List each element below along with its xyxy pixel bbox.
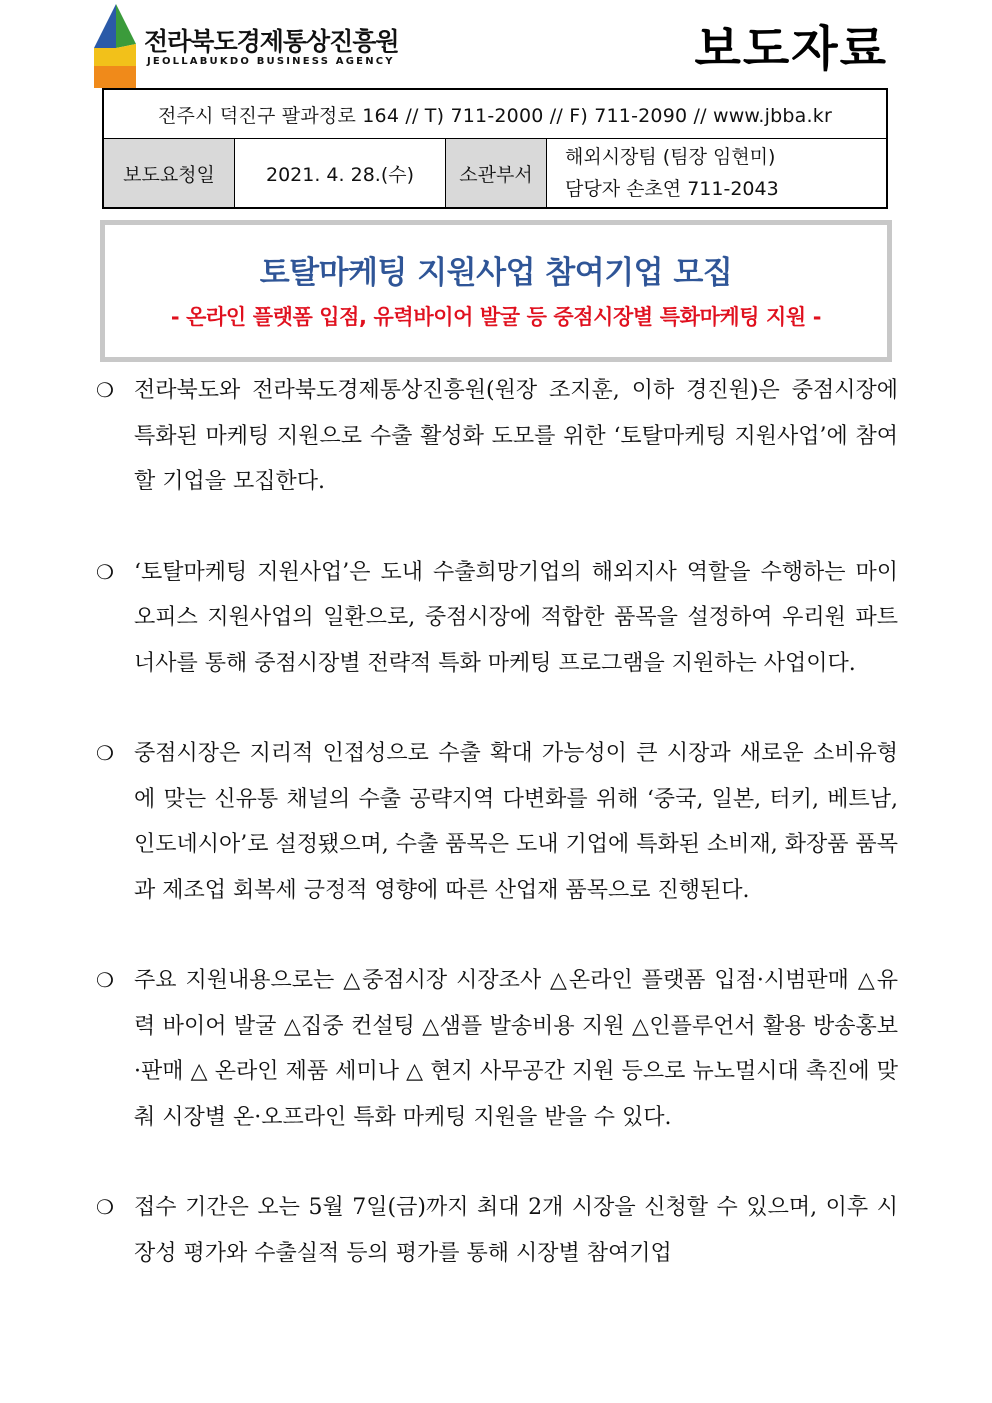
article-body bbox=[96, 368, 898, 1321]
headline-box bbox=[100, 220, 892, 362]
body-paragraph bbox=[96, 958, 898, 1140]
bullet-circle-icon: ❍ bbox=[96, 378, 114, 402]
paragraph-text: 중점시장은 지리적 인접성으로 수출 확대 가능성이 큰 시장과 새로운 소비유형에 맞는 신유통 채널의 수출 공략지역 다변화를 위해 ‘중국, 일본, 터키, 베트남, 인도네시아’로 설정됐으며, 수출 품목은 도내 기업에 특화된 소비재, 화장품 품목과 제조업 회복세 긍정적 영향에 따른 산업재 품목으로 진행된다. bbox=[134, 741, 898, 903]
department-label: 소관부서 bbox=[446, 139, 547, 209]
request-date: 2021. 4. 28.(수) bbox=[235, 139, 446, 209]
org-logo bbox=[92, 4, 399, 88]
body-paragraph bbox=[96, 550, 898, 687]
contact-row bbox=[103, 89, 887, 139]
paragraph-text: 접수 기간은 오는 5월 7일(금)까지 최대 2개 시장을 신청할 수 있으며, 이후 시장성 평가와 수출실적 등의 평가를 통해 시장별 참여기업 bbox=[134, 1195, 898, 1266]
request-date-label: 보도요청일 bbox=[103, 139, 235, 209]
headline-title: 토탈마케팅 지원사업 참여기업 모집 bbox=[259, 255, 733, 291]
org-name-english: JEOLLABUKDO BUSINESS AGENCY bbox=[147, 56, 395, 67]
body-paragraph bbox=[96, 731, 898, 913]
body-paragraph bbox=[96, 1185, 898, 1276]
org-name-korean: 전라북도경제통상진흥원 bbox=[144, 27, 399, 56]
paragraph-text: 전라북도와 전라북도경제통상진흥원(원장 조지훈, 이하 경진원)은 중점시장에 특화된 마케팅 지원으로 수출 활성화 도모를 위한 ‘토탈마케팅 지원사업’에 참여할 기업을 모집한다. bbox=[134, 378, 898, 494]
body-paragraph bbox=[96, 368, 898, 505]
department-team: 해외시장팀 (팀장 임현미) bbox=[565, 146, 776, 168]
headline-subtitle: - 온라인 플랫폼 입점, 유력바이어 발굴 등 중점시장별 특화마케팅 지원 - bbox=[170, 305, 822, 329]
bullet-circle-icon: ❍ bbox=[96, 559, 114, 584]
contact-info: 전주시 덕진구 팔과정로 164 // T) 711-2000 // F) 711-2090 // www.jbba.kr bbox=[103, 89, 887, 139]
paragraph-text: 주요 지원내용으로는 △중점시장 시장조사 △온라인 플랫폼 입점·시범판매 △유력 바이어 발굴 △집중 컨설팅 △샘플 발송비용 지원 △인플루언서 활용 방송홍보·판매 △ 온라인 제품 세미나 △ 현지 사무공간 지원 등으로 뉴노멀시대 촉진에 맞춰 시장별 온·오프라인 특화 마케팅 지원을 받을 수 있다. bbox=[134, 968, 898, 1130]
bullet-circle-icon: ❍ bbox=[96, 968, 114, 992]
department-contact: 담당자 손초연 711-2043 bbox=[565, 178, 779, 200]
org-logo-icon bbox=[92, 4, 140, 88]
department-info bbox=[547, 139, 888, 209]
paragraph-text: ‘토탈마케팅 지원사업’은 도내 수출희망기업의 해외지사 역할을 수행하는 마이오피스 지원사업의 일환으로, 중점시장에 적합한 품목을 설정하여 우리원 파트너사를 통해 중점시장별 전략적 특화 마케팅 프로그램을 지원하는 사업이다. bbox=[134, 559, 898, 676]
meta-row bbox=[103, 139, 887, 209]
bullet-circle-icon: ❍ bbox=[96, 1195, 114, 1219]
document-type: 보도자료 bbox=[694, 21, 888, 77]
bullet-circle-icon: ❍ bbox=[96, 741, 114, 765]
press-info-table bbox=[102, 88, 888, 209]
